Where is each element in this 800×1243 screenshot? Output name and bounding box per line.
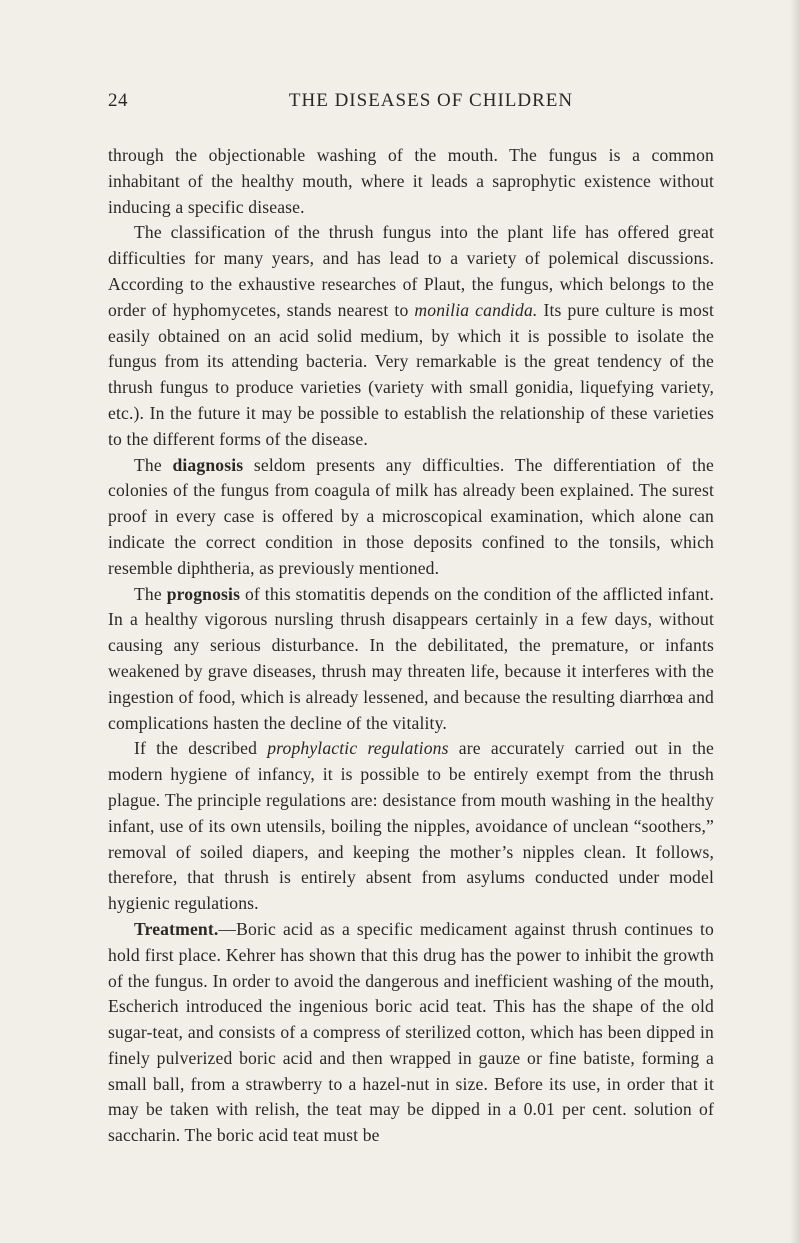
paragraph-text: Its pure culture is most easily obtained on an acid solid medium, by which it is possible to isolate the fungus from its attending bacteria. Very remarkable is the great tendency of the thrush fungus to produce varieties (variety with small gonidia, liquefying variety, etc.). In the future it may be possible to establish the relationship of these varieties to the different forms of the disease. <box>108 299 714 449</box>
running-head <box>108 90 714 120</box>
paragraph-classification <box>108 220 714 452</box>
paragraph-continuation <box>108 143 714 220</box>
paragraph-text: through the objectionable washing of the mouth. The fungus is a common inhabitant of the healthy mouth, where it leads a saprophytic existence without inducing a specific disease. <box>108 145 714 217</box>
paragraph-treatment <box>108 917 714 1149</box>
page-number: 24 <box>108 90 128 111</box>
running-title: THE DISEASES OF CHILDREN <box>288 90 574 111</box>
paragraph-text: If the described <box>134 738 268 759</box>
bold-term: prognosis <box>166 583 241 604</box>
paragraph-diagnosis <box>108 453 714 582</box>
italic-term: prophylactic regulations <box>267 738 449 759</box>
paragraph-text: seldom presents any difficulties. The differentiation of the colonies of the fungus from coagula of milk has already been explained. The surest proof in every case is offered by a microscopical examination, which alone can indicate the correct condition in those deposits confined to the tonsils, which resemble diphtheria, as previously mentioned. <box>108 454 714 578</box>
bold-term: diagnosis <box>172 454 244 475</box>
paragraph-text: The <box>134 583 167 604</box>
paragraph-prophylaxis <box>108 736 714 917</box>
italic-term: monilia candida. <box>414 299 538 320</box>
paragraph-text: The <box>134 454 173 475</box>
paragraph-text: of this stomatitis depends on the condition of the afflicted infant. In a healthy vigorous nursling thrush disappears certainly in a few days, without causing any serious disturbance. In the debilitated, the premature, or infants weakened by grave diseases, thrush may threaten life, because it interferes with the ingestion of food, which is already lessened, and because the resulting diarrhœa and complications hasten the decline of the vitality. <box>108 583 714 733</box>
paragraph-text: —Boric acid as a specific medicament against thrush continues to hold first place. Kehrer has shown that this drug has the power to inhibit the growth of the fungus. In order to avoid the dangerous and inefficient washing of the mouth, Escherich introduced the ingenious boric acid teat. This has the shape of the old sugar-teat, and consists of a compress of sterilized cotton, which has been dipped in finely pulverized boric acid and then wrapped in gauze or fine batiste, forming a small ball, from a strawberry to a hazel-nut in size. Before its use, in order that it may be taken with relish, the teat may be dipped in a 0.01 per cent. solution of saccharin. The boric acid teat must be <box>108 918 714 1146</box>
paragraph-prognosis <box>108 582 714 737</box>
page-edge-shadow <box>790 0 800 1243</box>
paragraph-text: The classification of the thrush fungus into the plant life has offered great difficulties for many years, and has lead to a variety of polemical discussions. According to the exhaustive researches of Plaut, the fungus, which belongs to the order of hyphomycetes, stands nearest to <box>108 222 714 320</box>
paragraph-text: are accurately carried out in the modern hygiene of infancy, it is possible to be entirely exempt from the thrush plague. The principle regulations are: desistance from mouth washing in the healthy infant, use of its own utensils, boiling the nipples, avoidance of unclean “soothers,” removal of soiled diapers, and keeping the mother’s nipples clean. It follows, therefore, that thrush is entirely absent from asylums conducted under model hygienic regulations. <box>108 738 715 914</box>
bold-term: Treatment. <box>134 918 219 939</box>
body-text <box>108 143 714 1149</box>
